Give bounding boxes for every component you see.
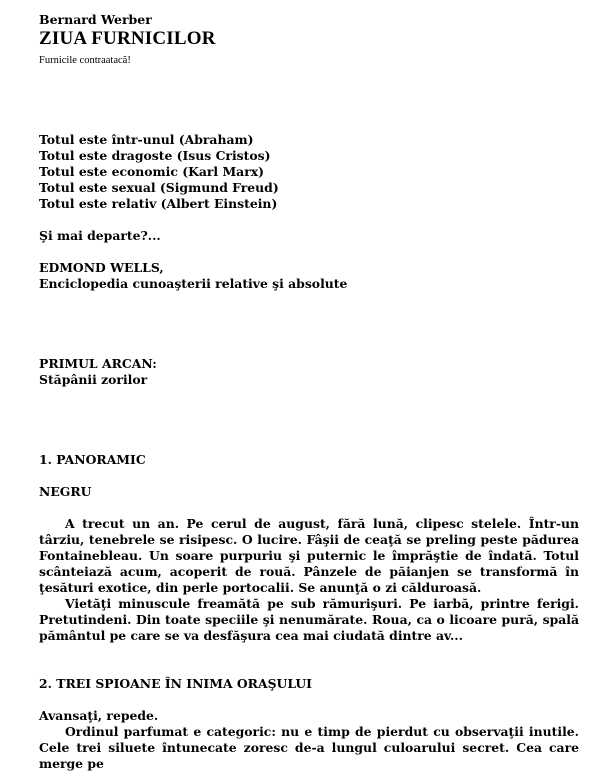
chapter-body: [39, 516, 579, 644]
book-title: ZIUA FURNICILOR: [39, 28, 216, 49]
epigraph-line: Totul este sexual (Sigmund Freud): [39, 180, 279, 195]
paragraph: A trecut un an. Pe cerul de august, fără lună, clipesc stelele. Într-un târziu, tenebrele se risipesc. O lucire. Fâşii de ceaţă se preling peste pădurea Fontainebleau. Un soare purpuriu şi puternic le împrăştie de îndată. Totul scânteiază acum, acoperit de rouă. Pânzele de păianjen se transformă în ţesături exotice, din perle portocalii. Se anunţă o zi călduroasă.: [39, 516, 579, 595]
part-title: PRIMUL ARCAN:: [39, 356, 157, 371]
epigraph-source-author: EDMOND WELLS,: [39, 260, 164, 275]
chapter-body: [39, 708, 579, 772]
paragraph: Ordinul parfumat e categoric: nu e timp de pierdut cu observaţii inutile. Cele trei siluete întunecate zoresc de-a lungul culoarului secret. Cea care merge pe: [39, 724, 579, 771]
paragraph: Vietăţi minuscule freamătă pe sub rămurişuri. Pe iarbă, printre ferigi. Pretutindeni. Din toate speciile şi nenumărate. Roua, ca o licoare pură, spală pământul pe care se va desfăşura cea mai ciudată dintre av...: [39, 596, 579, 643]
book-subtitle: Furnicile contraatacă!: [39, 55, 131, 66]
epigraph-line: Totul este dragoste (Isus Cristos): [39, 148, 271, 163]
epigraph-line: Totul este relativ (Albert Einstein): [39, 196, 278, 211]
chapter-heading: 1. PANORAMIC: [39, 452, 146, 467]
epigraph-line: Totul este într-unul (Abraham): [39, 132, 254, 147]
author-name: Bernard Werber: [39, 12, 152, 27]
section-heading: NEGRU: [39, 484, 92, 499]
paragraph: Avansaţi, repede.: [39, 708, 159, 723]
chapter-heading: 2. TREI SPIOANE ÎN INIMA ORAŞULUI: [39, 676, 312, 691]
epigraph-question: Şi mai departe?...: [39, 228, 161, 243]
part-subtitle: Stăpânii zorilor: [39, 372, 148, 387]
epigraph-source-work: Enciclopedia cunoaşterii relative şi absolute: [39, 276, 348, 291]
epigraph-line: Totul este economic (Karl Marx): [39, 164, 264, 179]
